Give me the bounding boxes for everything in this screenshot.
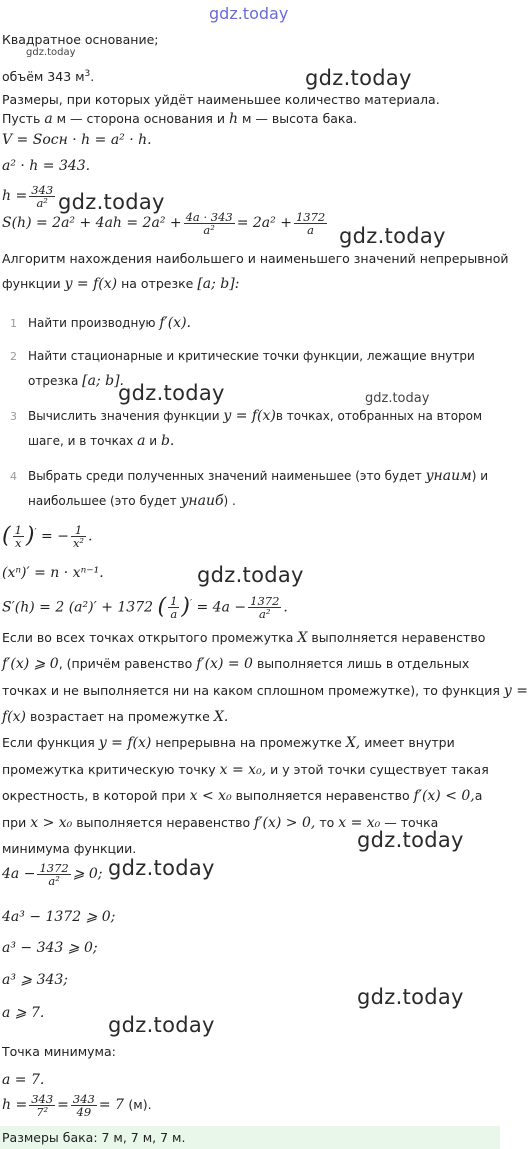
theory-line: точках и не выполняется ни на каком сплошном промежутке), то функция y = bbox=[2, 683, 528, 699]
inequality-2: 4a³ − 1372 ⩾ 0; bbox=[2, 909, 116, 925]
watermark: gdz.today bbox=[339, 224, 446, 248]
theory-line: Если функция y = f(x) непрерывна на промежутке X, имеет внутри bbox=[2, 735, 455, 751]
watermark: gdz.today bbox=[108, 856, 215, 880]
theory-line: промежутка критическую точку x = x₀, и у этой точки существует такая bbox=[2, 762, 489, 778]
height-calc: h = $\frac{343}{\text{7²}}$ = $\frac{343}{49}$ = 7 (м). bbox=[2, 1091, 152, 1119]
watermark: gdz.today bbox=[305, 66, 412, 90]
theory-line: Если во всех точках открытого промежутка X выполняется неравенство bbox=[2, 630, 486, 646]
watermark: gdz.today bbox=[26, 47, 76, 58]
theory-line: f′(x) ⩾ 0, (причём равенство f′(x) = 0 выполняется лишь в отдельных bbox=[2, 656, 470, 672]
answer-box bbox=[0, 1126, 500, 1149]
notation-text: Пусть a м — сторона основания и h м — высота бака. bbox=[2, 111, 358, 127]
watermark: gdz.today bbox=[108, 1013, 215, 1037]
algorithm-title: Алгоритм нахождения наибольшего и наименьшего значений непрерывной bbox=[2, 251, 509, 266]
volume-formula: V = Sосн · h = a² · h. bbox=[2, 132, 152, 148]
watermark-top: gdz.today bbox=[209, 4, 289, 23]
condition-volume: объём 343 $м^3$. bbox=[2, 69, 95, 85]
inequality-5: a ⩾ 7. bbox=[2, 1005, 45, 1021]
list-item: 4 Выбрать среди полученных значений наименьшее (это будет yнаим) и bbox=[10, 468, 489, 484]
list-item: 3 Вычислить значения функции y = f(x)в точках, отобранных на втором bbox=[10, 408, 483, 424]
inequality-1: 4a − $\frac{1372}{\text{a²}}$ ⩾ 0; bbox=[2, 860, 103, 888]
derivative-1-over-x: ( $\frac{1}{x}$ )′ = − $\frac{1}{\text{x²}}$ . bbox=[2, 523, 93, 551]
algorithm-title-2: функции y = f(x) на отрезке [a; b]: bbox=[2, 276, 240, 292]
list-item: 1 Найти производную f′(x). bbox=[10, 315, 191, 331]
watermark: gdz.today bbox=[357, 828, 464, 852]
theory-line: минимума функции. bbox=[2, 841, 137, 856]
minimum-point-label: Точка минимума: bbox=[2, 1044, 116, 1059]
inequality-4: a³ ⩾ 343; bbox=[2, 972, 69, 988]
derivative-surface: S′(h) = 2 (a²)′ + 1372 ( $\frac{1}{a}$ )′ = 4a − $\frac{1372}{\text{a²}}$ . bbox=[2, 594, 288, 622]
equation-surface: S(h) = 2a² + 4ah = 2a² + $\frac{4a \cdot 343}{\text{a²}}$ = 2a² + $\frac{1372}{a}$ bbox=[2, 209, 326, 237]
watermark: gdz.today bbox=[58, 190, 165, 214]
watermark: gdz.today bbox=[118, 381, 225, 405]
list-item-cont: шаге, и в точках a и b. bbox=[28, 433, 175, 449]
minimum-value: a = 7. bbox=[2, 1072, 45, 1088]
list-item-cont: наибольшее (это будет yнаиб) . bbox=[28, 493, 236, 509]
condition-base: Квадратное основание; bbox=[2, 32, 159, 47]
watermark: gdz.today bbox=[197, 563, 304, 587]
list-item: 2 Найти стационарные и критические точки функции, лежащие внутри bbox=[10, 349, 475, 363]
equation-h: h = $\frac{343}{\text{a²}}$ bbox=[2, 182, 54, 210]
answer-text: Размеры бака: 7 м, 7 м, 7 м. bbox=[2, 1130, 186, 1145]
theory-line: f(x) возрастает на промежутке X. bbox=[2, 709, 229, 725]
equation-a2h: a² · h = 343. bbox=[2, 158, 91, 174]
goal-text: Размеры, при которых уйдёт наименьшее количество материала. bbox=[2, 92, 440, 107]
watermark: gdz.today bbox=[357, 985, 464, 1009]
derivative-power: (xⁿ)′ = n · xⁿ⁻¹. bbox=[2, 565, 104, 581]
inequality-3: a³ − 343 ⩾ 0; bbox=[2, 940, 98, 956]
theory-line: окрестность, в которой при x < x₀ выполняется неравенство f′(x) < 0,а bbox=[2, 788, 483, 804]
watermark: gdz.today bbox=[365, 391, 430, 406]
list-item-cont: отрезка [a; b]. bbox=[28, 373, 125, 389]
theory-line: при x > x₀ выполняется неравенство f′(x) > 0, то x = x₀ — точка bbox=[2, 815, 439, 831]
